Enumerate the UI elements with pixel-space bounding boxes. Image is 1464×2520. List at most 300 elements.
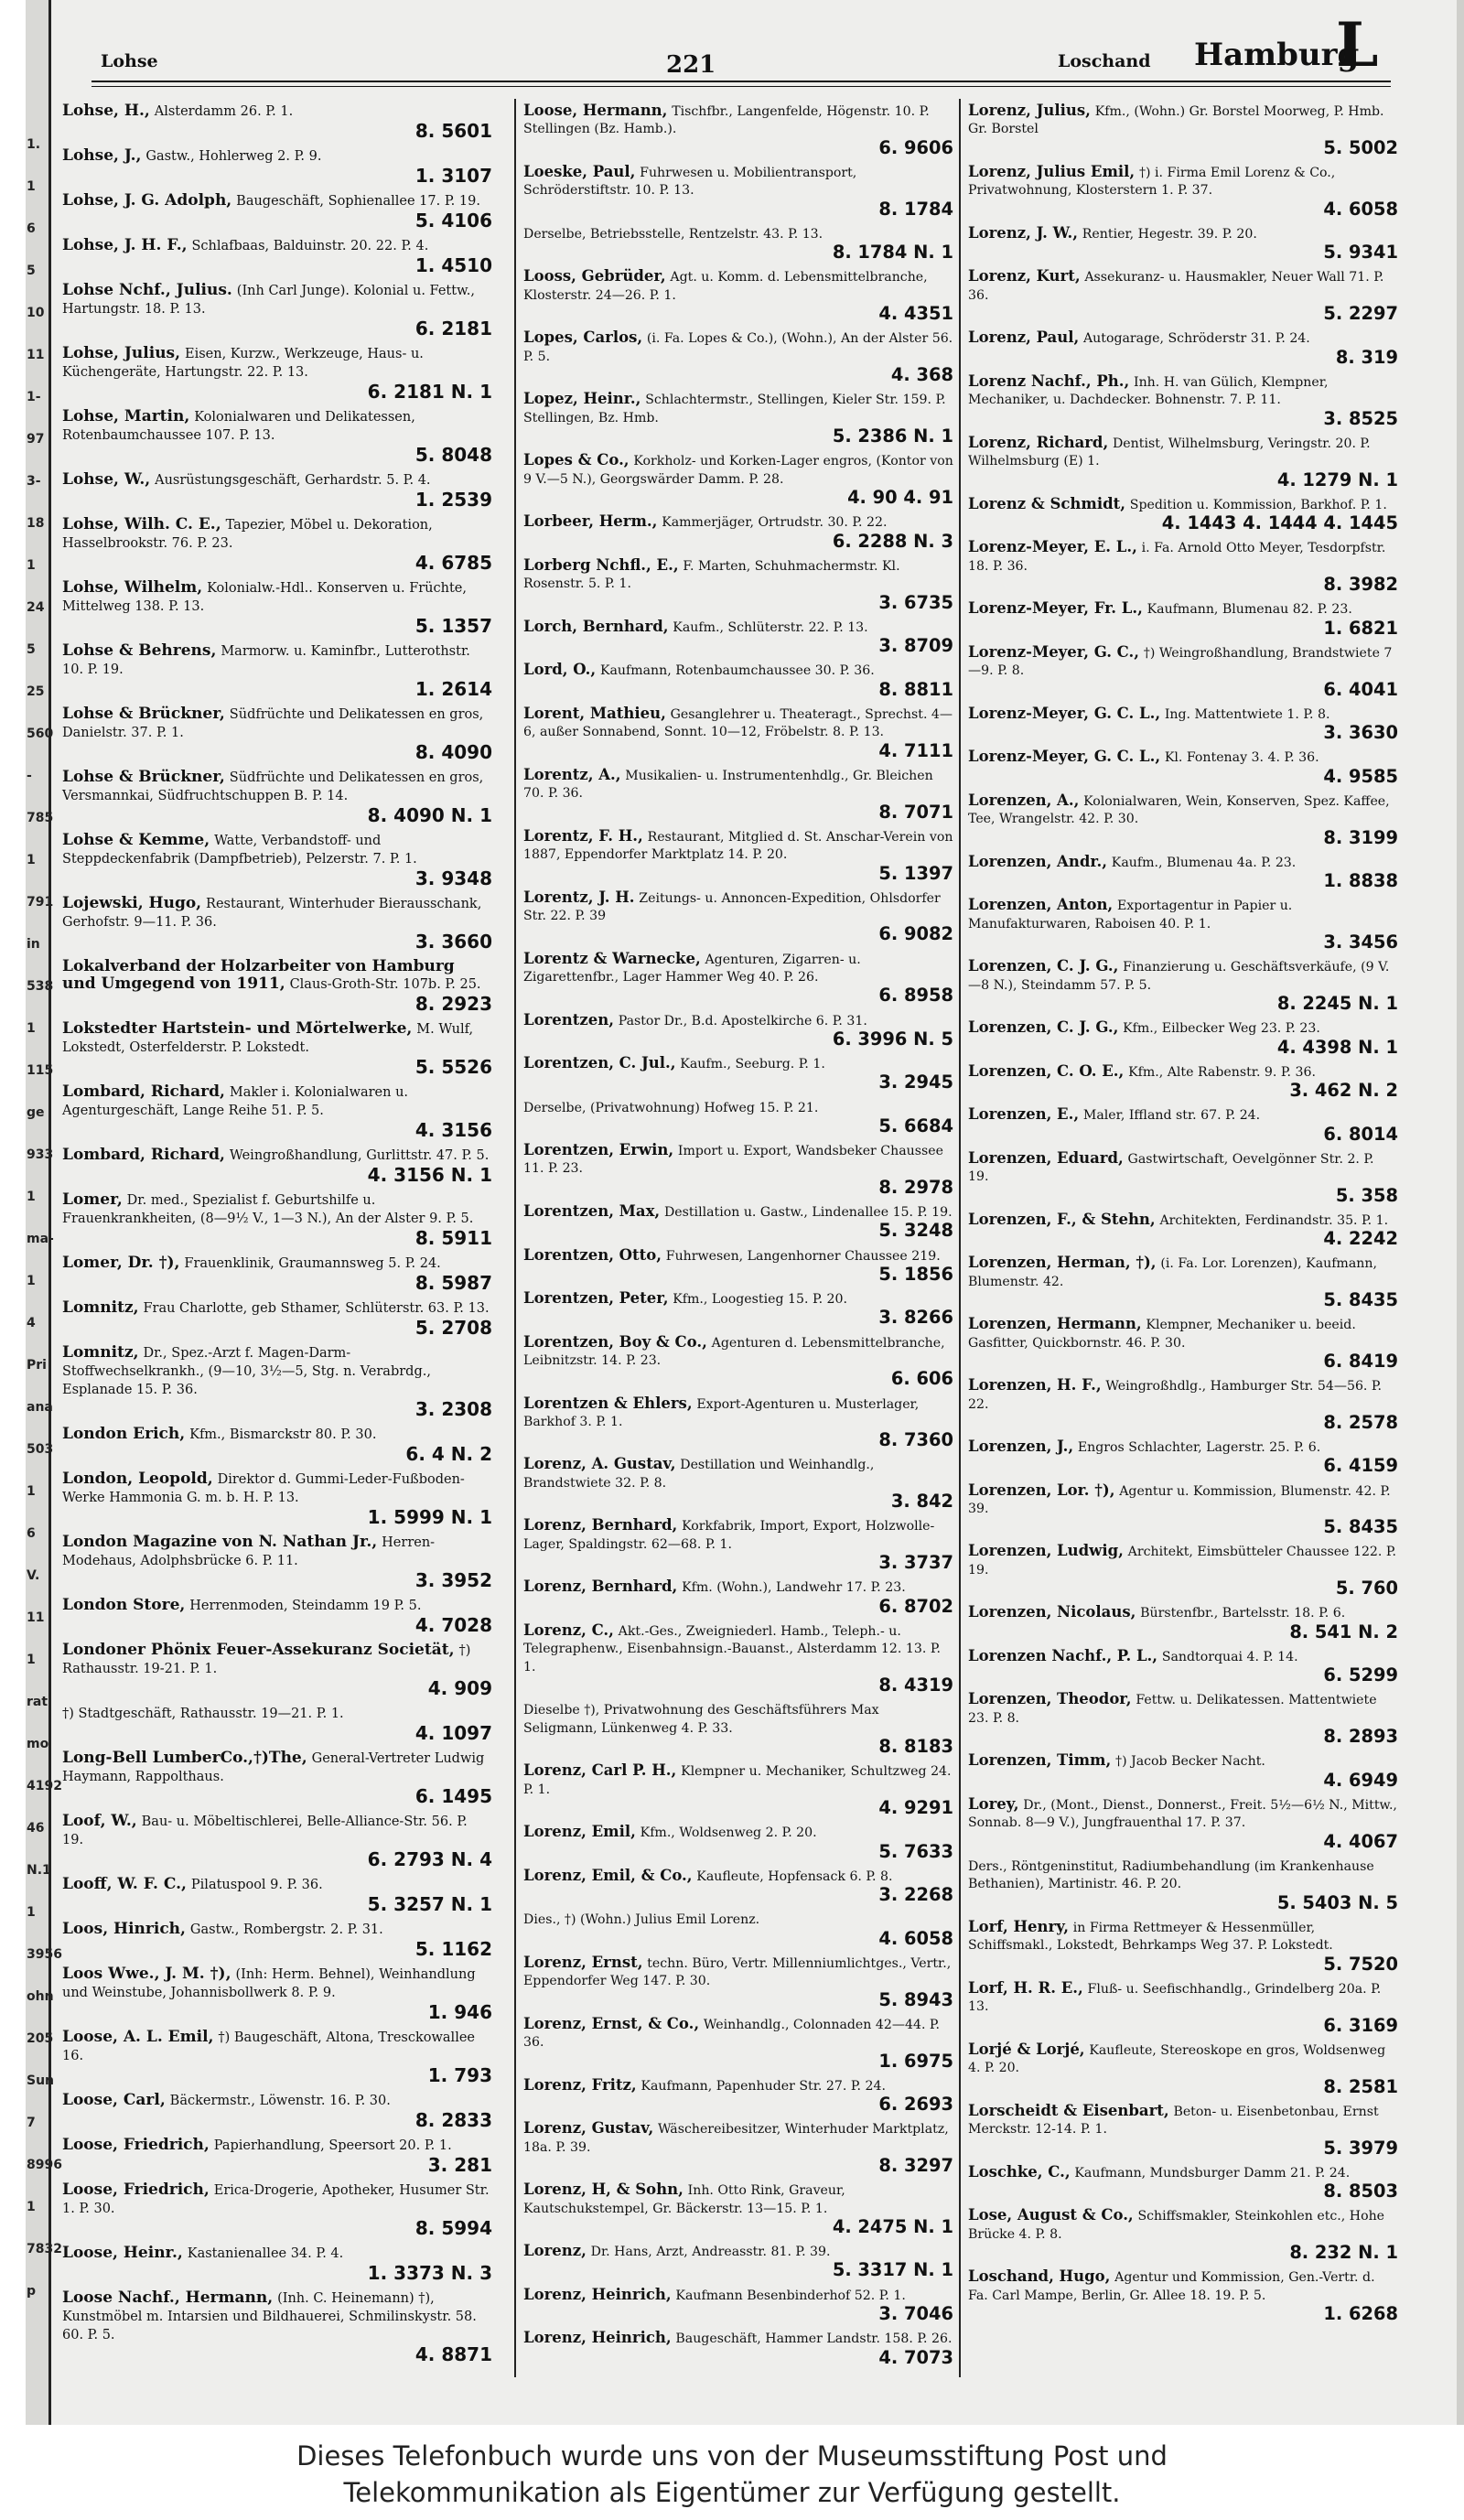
entry-name: Lohse, Wilh. C. E.,	[62, 515, 221, 533]
directory-entry	[523, 1762, 953, 1817]
directory-entry	[523, 1911, 953, 1948]
entry-detail: Kfm., Bismarckstr 80. P. 30.	[189, 1427, 377, 1442]
directory-entry	[523, 1622, 953, 1696]
entry-detail: †) Stadtgeschäft, Rathausstr. 19—21. P. 1.	[62, 1707, 344, 1721]
entry-name: Lorberg Nchfl., E.,	[523, 555, 679, 574]
directory-entry	[968, 496, 1398, 533]
entry-phone: 6. 4159	[1323, 1455, 1398, 1477]
entry-detail: (Inh Carl Junge). Kolonial u. Fettw., Hartungstr. 18. P. 13.	[62, 284, 475, 317]
directory-entry	[968, 1919, 1398, 1974]
directory-entry	[62, 102, 492, 141]
entry-phone: 6. 4041	[1323, 678, 1398, 700]
entry-phone: 5. 1397	[878, 862, 953, 884]
entry-phone: 4. 1279 N. 1	[1276, 468, 1398, 490]
entry-phone: 4. 7028	[414, 1614, 492, 1636]
entry-name: London, Leopold,	[62, 1470, 213, 1488]
directory-entry	[62, 1426, 492, 1464]
entry-detail: (i. Fa. Lopes & Co.), (Wohn.), An der Alster 56. P. 5.	[523, 331, 953, 364]
directory-entry	[62, 408, 492, 465]
entry-name: Lokalverband der Holzarbeiter von Hamburg und Umgegend von 1911,	[62, 957, 455, 993]
directory-entry	[968, 897, 1398, 952]
entry-detail: Restaurant, Mitglied d. St. Anschar-Verein von 1887, Eppendorfer Marktplatz 14. P. 20.	[523, 829, 953, 863]
entry-phone: 6. 606	[890, 1368, 953, 1390]
margin-fragment: ge	[27, 1105, 45, 1120]
entry-phone: 5. 2708	[414, 1317, 492, 1339]
directory-entry	[523, 2077, 953, 2115]
directory-entry	[968, 1316, 1398, 1371]
entry-phone: 1. 6268	[1323, 2303, 1398, 2324]
directory-entry	[523, 828, 953, 883]
margin-fragment: 791	[27, 895, 54, 910]
entry-phone: 4. 4398 N. 1	[1276, 1036, 1398, 1058]
entry-name: Loose, A. L. Emil,	[62, 2028, 214, 2046]
directory-entry	[968, 854, 1398, 891]
margin-fragment: 1	[27, 558, 36, 573]
directory-entry	[62, 147, 492, 186]
entry-name: Londoner Phönix Feuer-Assekuranz Societät,	[62, 1641, 455, 1659]
entry-detail: Südfrüchte und Delikatessen en gros, Versmannkai, Südfruchtschuppen B. P. 14.	[62, 770, 484, 803]
directory-entry	[523, 329, 953, 384]
margin-fragment: 7832	[27, 2242, 62, 2256]
directory-entry	[62, 471, 492, 510]
directory-entry	[62, 1255, 492, 1293]
entry-detail: Bürstenfbr., Bartelsstr. 18. P. 6.	[1140, 1606, 1346, 1621]
entry-name: Lomnitz,	[62, 1343, 139, 1362]
directory-entry	[968, 1752, 1398, 1790]
entry-detail: F. Marten, Schuhmachermstr. Kl. Rosenstr. 5. P. 1.	[523, 558, 900, 592]
directory-entry	[62, 1344, 492, 1419]
entry-phone: 6. 8702	[878, 1595, 953, 1617]
entry-phone: 1. 3373 N. 3	[367, 2262, 492, 2284]
directory-entry	[62, 958, 492, 1014]
entry-name: Lopes & Co.,	[523, 451, 630, 469]
entry-detail: Klempner u. Mechaniker, Schultzweg 24. P. 1.	[523, 1764, 952, 1797]
margin-fragment: 3-	[27, 474, 41, 489]
entry-phone: 5. 4106	[414, 210, 492, 232]
entry-name: Lorenz & Schmidt,	[968, 494, 1125, 512]
directory-column-3	[968, 102, 1398, 2330]
margin-fragment: 1-	[27, 390, 41, 404]
entry-name: Lorey,	[968, 1794, 1019, 1813]
entry-phone: 8. 1784	[878, 198, 953, 220]
entry-phone: 3. 6735	[878, 591, 953, 613]
entry-detail: Kaufm., Blumenau 4a. P. 23.	[1111, 855, 1297, 870]
adjacent-page-strip	[26, 0, 62, 2425]
directory-entry	[968, 1691, 1398, 1746]
directory-entry	[62, 1965, 492, 2022]
directory-entry	[523, 705, 953, 760]
entry-phone: 4. 7111	[878, 739, 953, 761]
directory-entry	[968, 1482, 1398, 1537]
entry-phone: 4. 90 4. 91	[847, 487, 953, 509]
entry-name: Lorenzen, Eduard,	[968, 1148, 1124, 1167]
directory-entry	[523, 1517, 953, 1572]
entry-phone: 4. 3156	[414, 1119, 492, 1141]
margin-fragment: 3956	[27, 1947, 62, 1962]
entry-detail: Watte, Verbandstoff- und Steppdeckenfabrik (Dampfbetrieb), Pelzerstr. 7. P. 1.	[62, 834, 417, 867]
entry-phone: 3. 3737	[878, 1552, 953, 1574]
entry-detail: Inh. H. van Gülich, Klempner, Mechaniker, u. Dachdecker. Bohnenstr. 7. P. 11.	[968, 374, 1329, 408]
entry-detail: Architekten, Ferdinandstr. 35. P. 1.	[1159, 1212, 1389, 1228]
entry-name: Looss, Gebrüder,	[523, 267, 666, 285]
margin-fragment: 11	[27, 1610, 45, 1625]
entry-detail: Gesanglehrer u. Theateragt., Sprechst. 4—6, außer Sonnabend, Sonnt. 10—12, Fröbelstr. 8. P. 13.	[523, 706, 953, 740]
entry-phone: 3. 2308	[414, 1398, 492, 1420]
entry-name: Lorenz, Fritz,	[523, 2075, 637, 2094]
entry-phone: 8. 3297	[878, 2155, 953, 2177]
entry-detail: (Inh. C. Heinemann) †), Kunstmöbel m. Intarsien und Bildhauerei, Schmilinskystr. 58. 60. P. 5.	[62, 2291, 477, 2342]
entry-name: Lohse, Wilhelm,	[62, 578, 203, 597]
directory-entry	[968, 2268, 1398, 2323]
directory-column-1	[62, 102, 492, 2371]
directory-entry	[968, 164, 1398, 219]
entry-detail: Kfm., Alte Rabenstr. 9. P. 36.	[1128, 1064, 1316, 1080]
entry-phone: 8. 7071	[878, 801, 953, 823]
entry-phone: 6. 2181 N. 1	[367, 381, 492, 403]
entry-detail: Kl. Fontenay 3. 4. P. 36.	[1164, 750, 1319, 766]
entry-detail: Wäschereibesitzer, Winterhuder Marktplatz, 18a. P. 39.	[523, 2122, 949, 2155]
entry-phone: 6. 8958	[878, 985, 953, 1007]
entry-detail: Kfm., Loogestieg 15. P. 20.	[673, 1292, 848, 1308]
directory-entry	[968, 102, 1398, 157]
entry-name: Lomnitz,	[62, 1298, 139, 1317]
entry-phone: 6. 8419	[1323, 1350, 1398, 1372]
directory-entry	[968, 748, 1398, 786]
directory-entry	[523, 2243, 953, 2280]
entry-name: Lorenz, Ernst, & Co.,	[523, 2014, 700, 2032]
entry-phone: 4. 3156 N. 1	[367, 1164, 492, 1186]
entry-phone: 4. 7073	[878, 2346, 953, 2368]
entry-phone: 1. 946	[427, 2001, 492, 2023]
entry-name: Lohse, J.,	[62, 146, 142, 165]
margin-fragment: ana	[27, 1400, 53, 1415]
entry-detail: Fuhrwesen u. Mobilientransport, Schröderstiftstr. 10. P. 13.	[523, 165, 857, 199]
entry-name: Lohse & Kemme,	[62, 831, 210, 849]
margin-fragment: ohn	[27, 1989, 54, 2004]
entry-phone: 5. 1856	[878, 1263, 953, 1285]
entry-phone: 6. 5299	[1323, 1664, 1398, 1686]
entry-phone: 8. 3982	[1323, 574, 1398, 596]
directory-entry	[968, 1858, 1398, 1912]
entry-name: Lorenz,	[523, 2242, 587, 2260]
directory-entry	[523, 1395, 953, 1450]
margin-fragment: Sun	[27, 2073, 55, 2088]
entry-detail: Kfm., (Wohn.) Gr. Borstel Moorweg, P. Hmb. Gr. Borstel	[968, 104, 1384, 137]
entry-detail: Dies., †) (Wohn.) Julius Emil Lorenz.	[523, 1912, 760, 1928]
entry-phone: 6. 2793 N. 4	[367, 1848, 492, 1870]
entry-name: Lorenz, Paul,	[968, 328, 1080, 347]
entry-detail: Fluß- u. Seefischhandlg., Grindelberg 20a. P. 13.	[968, 1981, 1382, 2015]
margin-fragment: -	[27, 769, 32, 783]
entry-name: Lorenz-Meyer, G. C. L.,	[968, 704, 1161, 722]
directory-entry	[62, 1083, 492, 1140]
directory-entry	[523, 619, 953, 656]
entry-detail: Gastwirtschaft, Oevelgönner Str. 2. P. 19.	[968, 1151, 1374, 1185]
entry-detail: Dr., Spez.-Arzt f. Magen-Darm-Stoffwechselkrankh., (9—10, 3½—5, Stg. n. Verabrdg., Esplanade 15. P. 36.	[62, 1346, 431, 1397]
margin-fragment: 1	[27, 1653, 36, 1667]
entry-detail: Agentur u. Kommission, Blumenstr. 42. P. 39.	[968, 1483, 1391, 1516]
entry-phone: 1. 2539	[414, 489, 492, 511]
entry-detail: Makler i. Kolonialwaren u. Agenturgeschäft, Lange Reihe 51. P. 5.	[62, 1085, 409, 1118]
entry-name: London Magazine von N. Nathan Jr.,	[62, 1533, 378, 1551]
entry-phone: 4. 2475 N. 1	[832, 2215, 953, 2237]
directory-entry	[523, 1055, 953, 1093]
entry-name: Lose, August & Co.,	[968, 2206, 1134, 2224]
entry-phone: 3. 3630	[1323, 722, 1398, 744]
directory-entry	[523, 164, 953, 219]
entry-phone: 1. 2614	[414, 678, 492, 700]
entry-phone: 8. 4090 N. 1	[367, 804, 492, 826]
directory-entry	[968, 600, 1398, 638]
entry-phone: 5. 760	[1335, 1578, 1398, 1599]
entry-name: Lorenz-Meyer, E. L.,	[968, 538, 1137, 556]
entry-detail: Destillation u. Gastw., Lindenallee 15. P. 19.	[663, 1205, 953, 1220]
entry-detail: Kolonialwaren, Wein, Konserven, Spez. Kaffee, Tee, Wrangelstr. 42. P. 30.	[968, 793, 1390, 827]
margin-fragment: rat	[27, 1695, 48, 1709]
entry-detail: Papierhandlung, Speersort 20. P. 1.	[213, 2138, 452, 2153]
entry-name: Lorch, Bernhard,	[523, 617, 669, 635]
entry-phone: 1. 6975	[878, 2050, 953, 2072]
entry-detail: Kammerjäger, Ortrudstr. 30. P. 22.	[662, 515, 888, 531]
entry-name: Lorenz, Bernhard,	[523, 1516, 678, 1535]
entry-phone: 1. 3107	[414, 165, 492, 187]
directory-entry	[62, 1147, 492, 1185]
directory-entry	[523, 225, 953, 263]
entry-phone: 6. 3996 N. 5	[832, 1028, 953, 1050]
entry-phone: 5. 3317 N. 1	[832, 2259, 953, 2281]
entry-detail: Kaufmann, Rotenbaumchaussee 30. P. 36.	[599, 663, 875, 679]
entry-detail: (Inh: Herm. Behnel), Weinhandlung und Weinstube, Johannisbollwerk 8. P. 9.	[62, 1967, 476, 2000]
margin-fragment: N.1	[27, 1863, 51, 1878]
directory-entry	[62, 2289, 492, 2364]
header-left-word: Lohse	[101, 51, 158, 71]
entry-detail: Alsterdamm 26. P. 1.	[154, 104, 294, 119]
entry-detail: Agentur und Kommission, Gen.-Vertr. d. Fa. Carl Mampe, Berlin, Gr. Allee 18. 19. P. 5.	[968, 2270, 1375, 2303]
entry-detail: Engros Schlachter, Lagerstr. 25. P. 6.	[1077, 1440, 1321, 1456]
entry-detail: Pastor Dr., B.d. Apostelkirche 6. P. 31.	[618, 1013, 867, 1028]
directory-entry	[523, 2120, 953, 2175]
entry-phone: 8. 5601	[414, 120, 492, 142]
directory-entry	[523, 662, 953, 699]
entry-phone: 8. 5987	[414, 1272, 492, 1294]
directory-entry	[523, 2287, 953, 2324]
entry-name: Lorenzen, Theodor,	[968, 1690, 1132, 1708]
directory-entry	[968, 1438, 1398, 1476]
directory-entry	[523, 1142, 953, 1197]
margin-fragment: 18	[27, 516, 45, 531]
entry-name: Lorenzen, Timm,	[968, 1751, 1112, 1770]
entry-name: Loof, W.,	[62, 1812, 137, 1830]
entry-phone: 4. 4351	[878, 303, 953, 325]
entry-detail: Agenturen, Zigarren- u. Zigarettenfbr., Lager Hammer Weg 40. P. 26.	[523, 952, 861, 985]
footer-line-1: Dieses Telefonbuch wurde uns von der Museumsstiftung Post und	[296, 2440, 1168, 2472]
entry-phone: 5. 5526	[414, 1056, 492, 1078]
entry-phone: 5. 3248	[878, 1220, 953, 1242]
directory-entry	[968, 1543, 1398, 1598]
entry-phone: 4. 1097	[414, 1722, 492, 1744]
entry-phone: 5. 9341	[1323, 242, 1398, 264]
entry-phone: 6. 4 N. 2	[405, 1443, 492, 1465]
directory-entry	[62, 516, 492, 573]
entry-phone: 5. 1357	[414, 615, 492, 637]
entry-detail: Baugeschäft, Sophienallee 17. P. 19.	[236, 194, 480, 209]
entry-name: Lohse, W.,	[62, 470, 151, 489]
entry-name: Lojewski, Hugo,	[62, 894, 202, 912]
entry-name: Loose, Friedrich,	[62, 2136, 210, 2154]
entry-detail: General-Vertreter Ludwig Haymann, Rappolthaus.	[62, 1751, 485, 1784]
entry-name: Lorenz-Meyer, G. C. L.,	[968, 748, 1161, 766]
entry-phone: 8. 2833	[414, 2109, 492, 2131]
entry-name: Lomer,	[62, 1190, 123, 1209]
entry-detail: Zeitungs- u. Annoncen-Expedition, Ohlsdorfer Str. 22. P. 39	[523, 890, 941, 924]
entry-name: Lorentz & Warnecke,	[523, 949, 701, 967]
entry-phone: 5. 8048	[414, 444, 492, 466]
directory-entry	[62, 237, 492, 275]
entry-detail: Agt. u. Komm. d. Lebensmittelbranche, Klosterstr. 24—26. P. 1.	[523, 270, 928, 303]
entry-detail: Erica-Drogerie, Apotheker, Husumer Str. 1. P. 30.	[62, 2183, 490, 2216]
entry-name: Lorentzen, Otto,	[523, 1245, 662, 1264]
entry-name: Lorenzen Nachf., P. L.,	[968, 1646, 1158, 1664]
entry-detail: Kaufm., Schlüterstr. 22. P. 13.	[673, 619, 868, 635]
margin-fragment: 1	[27, 1905, 36, 1920]
entry-phone: 5. 8943	[878, 1988, 953, 2010]
directory-entry	[62, 579, 492, 636]
entry-name: Lorentzen, Max,	[523, 1202, 661, 1220]
page-edge	[1457, 0, 1464, 2425]
entry-detail: Pilatuspool 9. P. 36.	[190, 1878, 323, 1892]
margin-fragment: 25	[27, 684, 45, 699]
directory-entry	[523, 2330, 953, 2367]
entry-phone: 3. 7046	[878, 2303, 953, 2324]
directory-entry	[968, 1980, 1398, 2035]
entry-name: Lorenzen, Lor. †),	[968, 1481, 1115, 1499]
entry-name: Lohse & Brückner,	[62, 705, 225, 723]
entry-detail: Weinhandlg., Colonnaden 42—44. P. 36.	[523, 2017, 941, 2051]
margin-fragment: 1	[27, 1021, 36, 1036]
entry-detail: Import u. Export, Wandsbeker Chaussee 11. P. 23.	[523, 1144, 943, 1177]
entry-phone: 8. 319	[1335, 346, 1398, 368]
margin-fragment: 4192	[27, 1779, 62, 1793]
entry-phone: 8. 4319	[878, 1675, 953, 1696]
entry-detail: Herren-Modehaus, Adolphsbrücke 6. P. 11.	[62, 1535, 436, 1568]
entry-name: Loos Wwe., J. M. †),	[62, 1965, 231, 1983]
margin-fragment: 115	[27, 1063, 54, 1078]
entry-detail: Agenturen d. Lebensmittelbranche, Leibnitzstr. 14. P. 23.	[523, 1335, 945, 1368]
margin-fragment: 205	[27, 2031, 54, 2046]
margin-fragment: Pri	[27, 1358, 47, 1373]
entry-phone: 8. 232 N. 1	[1289, 2242, 1398, 2264]
entry-name: Lorenz, Emil,	[523, 1823, 636, 1841]
entry-detail: Ders., Röntgeninstitut, Radiumbehandlung (im Krankenhause Bethanien), Martinistr. 46. P. 20.	[968, 1858, 1374, 1892]
margin-fragment: in	[27, 937, 40, 952]
margin-fragment: 24	[27, 600, 45, 615]
entry-detail: Kolonialw.-Hdl.. Konserven u. Früchte, Mittelweg 138. P. 13.	[62, 581, 468, 614]
entry-detail: Kolonialwaren und Delikatessen, Rotenbaumchaussee 107. P. 13.	[62, 410, 415, 443]
entry-detail: Restaurant, Winterhuder Bierausschank, Gerhofstr. 9—11. P. 36.	[62, 897, 482, 930]
directory-entry	[968, 1604, 1398, 1642]
entry-detail: Inh. Otto Rink, Graveur, Kautschukstempel, Gr. Bäckerstr. 13—15. P. 1.	[523, 2183, 845, 2216]
entry-name: Lorenzen, Herman, †),	[968, 1254, 1157, 1272]
directory-entry	[62, 345, 492, 402]
entry-name: Lohse Nchf., Julius.	[62, 281, 232, 299]
entry-phone: 1. 6821	[1323, 617, 1398, 639]
directory-entry	[968, 329, 1398, 367]
entry-name: Loose Nachf., Hermann,	[62, 2288, 274, 2307]
entry-detail: Dieselbe †), Privatwohnung des Geschäftsführers Max Seligmann, Lünkenweg 4. P. 33.	[523, 1703, 879, 1736]
entry-name: Lorenz-Meyer, G. C.,	[968, 642, 1139, 661]
entry-name: Lorenzen, Anton,	[968, 896, 1114, 914]
entry-phone: 4. 6949	[1323, 1769, 1398, 1791]
directory-entry	[62, 1470, 492, 1527]
directory-entry	[523, 452, 953, 507]
entry-detail: Tapezier, Möbel u. Dekoration, Hasselbrookstr. 76. P. 23.	[62, 518, 433, 551]
entry-detail: Fettw. u. Delikatessen. Mattentwiete 23. P. 8.	[968, 1693, 1377, 1726]
entry-detail: Destillation und Weinhandlg., Brandstwiete 32. P. 8.	[523, 1458, 875, 1491]
entry-phone: 3. 3952	[414, 1569, 492, 1591]
entry-name: Lorenzen, Hermann,	[968, 1315, 1142, 1333]
directory-entry	[968, 435, 1398, 490]
margin-fragment: 1	[27, 2200, 36, 2214]
entry-name: Loschand, Hugo,	[968, 2267, 1111, 2286]
entry-detail: Finanzierung u. Geschäftsverkäufe, (9 V.—8 N.), Steindamm 57. P. 5.	[968, 960, 1390, 993]
margin-fragment: 1.	[27, 137, 41, 152]
entry-phone: 6. 1495	[414, 1785, 492, 1807]
margin-fragment: 785	[27, 811, 54, 825]
entry-detail: Klempner, Mechaniker u. beeid. Gasfitter, Quickbornstr. 46. P. 30.	[968, 1318, 1356, 1351]
entry-name: Lorenz Nachf., Ph.,	[968, 372, 1130, 390]
entry-name: Lorentz, J. H.	[523, 888, 635, 906]
entry-phone: 8. 7360	[878, 1429, 953, 1451]
entry-detail: Kastanienallee 34. P. 4.	[187, 2246, 344, 2261]
entry-name: Lord, O.,	[523, 661, 597, 679]
entry-name: Lomer, Dr. †),	[62, 1254, 180, 1272]
directory-entry	[523, 1456, 953, 1511]
directory-entry	[62, 1813, 492, 1869]
directory-entry	[968, 268, 1398, 323]
directory-entry	[968, 2103, 1398, 2158]
entry-detail: Musikalien- u. Instrumentenhdlg., Gr. Bleichen 70. P. 36.	[523, 768, 933, 802]
entry-detail: Kfm., Eilbecker Weg 23. P. 23.	[1123, 1021, 1320, 1037]
entry-detail: Frau Charlotte, geb Sthamer, Schlüterstr. 63. P. 13.	[143, 1301, 490, 1316]
entry-detail: Bäckermstr., Löwenstr. 16. P. 30.	[169, 2094, 391, 2108]
entry-name: Lorenzen, H. F.,	[968, 1376, 1102, 1395]
directory-entry	[523, 1868, 953, 1905]
entry-phone: 5. 6684	[878, 1115, 953, 1136]
entry-detail: Exportagentur in Papier u. Manufakturwaren, Raboisen 40. P. 1.	[968, 899, 1293, 932]
entry-phone: 3. 842	[890, 1491, 953, 1513]
entry-name: Lorf, H. R. E.,	[968, 1978, 1083, 1997]
margin-fragment: 1	[27, 1190, 36, 1204]
directory-entry	[62, 895, 492, 952]
page-number: 221	[666, 51, 716, 79]
directory-entry	[62, 1534, 492, 1590]
directory-entry	[62, 1191, 492, 1248]
entry-detail: †) Baugeschäft, Altona, Tresckowallee 16.	[62, 2030, 475, 2063]
entry-name: Lorenz, Julius Emil,	[968, 162, 1136, 180]
entry-detail: Dr., (Mont., Dienst., Donnerst., Freit. 5½—6½ N., Mittw., Sonnab. 8—9 V.), Jungfrauenthal 17. P. 37.	[968, 1797, 1397, 1831]
margin-fragment: 7	[27, 2116, 36, 2130]
directory-entry	[523, 1578, 953, 1616]
entry-name: Lorenz, Bernhard,	[523, 1578, 678, 1596]
directory-entry	[523, 1099, 953, 1136]
entry-detail: Korkfabrik, Import, Export, Holzwolle-Lager, Spaldingstr. 62—68. P. 1.	[523, 1519, 935, 1552]
directory-entry	[968, 644, 1398, 699]
entry-name: Lorenzen, Ludwig,	[968, 1542, 1124, 1560]
directory-entry	[62, 2181, 492, 2238]
entry-detail: †) Jacob Becker Nacht.	[1115, 1754, 1265, 1770]
entry-phone: 6. 9082	[878, 923, 953, 945]
entry-phone: 8. 2893	[1323, 1726, 1398, 1748]
